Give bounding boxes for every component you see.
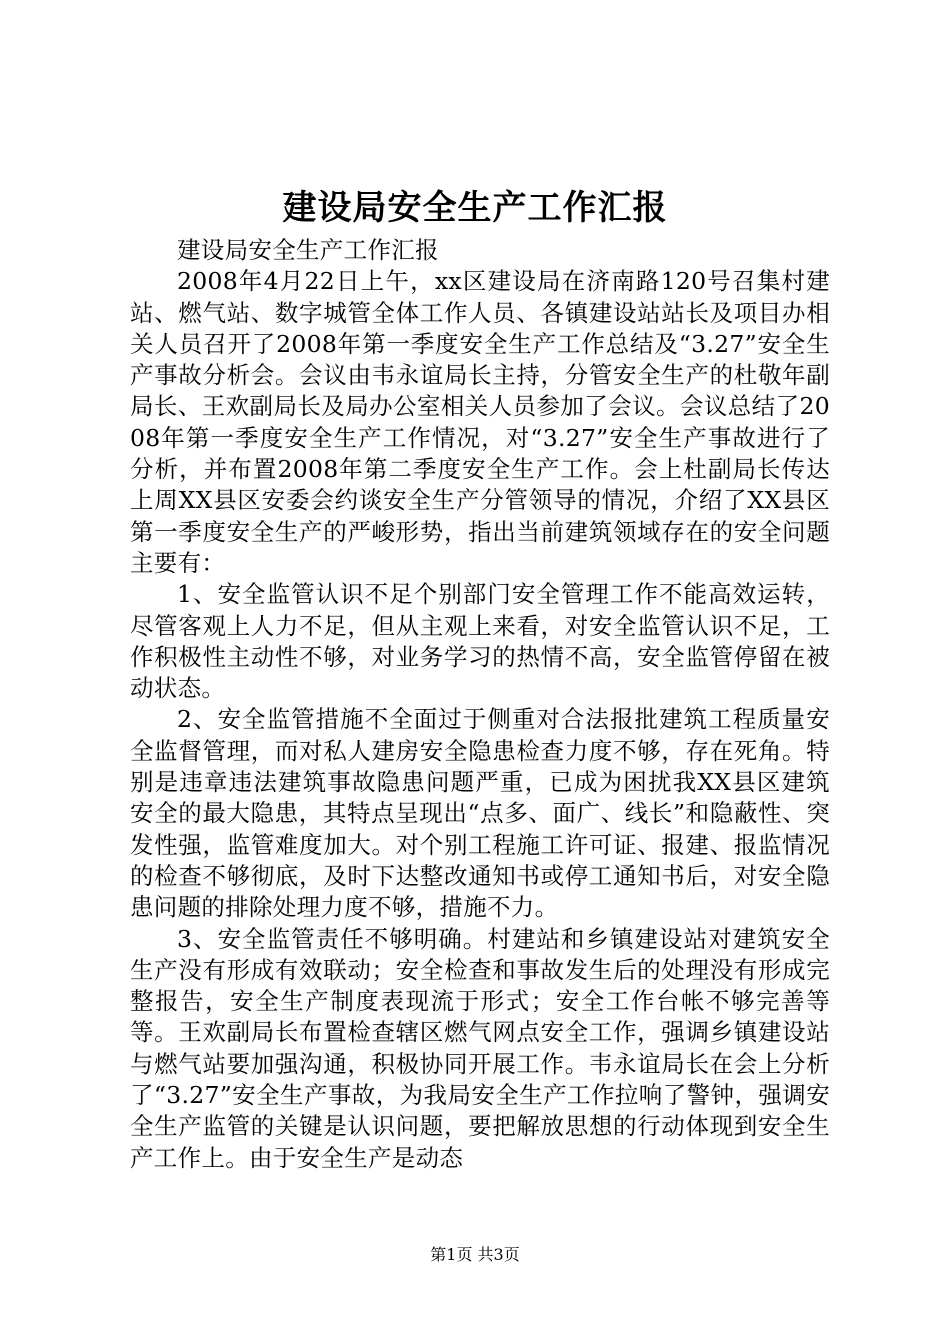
body-paragraph-issue-1: 1、安全监管认识不足个别部门安全管理工作不能高效运转，尽管客观上人力不足，但从主观上来看，对安全监管认识不足，工作积极性主动性不够，对业务学习的热情不高，安全监管停留在被动状态。 bbox=[130, 580, 830, 703]
page-number-footer: 第1页 共3页 bbox=[430, 1245, 520, 1264]
body-paragraph-meeting-summary: 2008年4月22日上午，xx区建设局在济南路120号召集村建站、燃气站、数字城管全体工作人员、各镇建设站站长及项目办相关人员召开了2008年第一季度安全生产工作总结及“3.27”安全生产事故分析会。会议由韦永谊局长主持，分管安全生产的杜敬年副局长、王欢副局长及局办公室相关人员参加了会议。会议总结了2008年第一季度安全生产工作情况，对“3.27”安全生产事故进行了分析，并布置2008年第二季度安全生产工作。会上杜副局长传达上周XX县区安委会约谈安全生产分管领导的情况，介绍了XX县区第一季度安全生产的严峻形势，指出当前建筑领域存在的安全问题主要有： bbox=[130, 267, 830, 577]
body-paragraph-issue-2: 2、安全监管措施不全面过于侧重对合法报批建筑工程质量安全监督管理，而对私人建房安全隐患检查力度不够，存在死角。特别是违章违法建筑事故隐患问题严重，已成为困扰我XX县区建筑安全的最大隐患，其特点呈现出“点多、面广、线长”和隐蔽性、突发性强，监管难度加大。对个别工程施工许可证、报建、报监情况的检查不够彻底，及时下达整改通知书或停工通知书后，对安全隐患问题的排除处理力度不够，措施不力。 bbox=[130, 705, 830, 922]
document-body bbox=[130, 235, 830, 1174]
body-paragraph-subtitle: 建设局安全生产工作汇报 bbox=[177, 236, 439, 264]
body-paragraph-issue-3: 3、安全监管责任不够明确。村建站和乡镇建设站对建筑安全生产没有形成有效联动；安全检查和事故发生后的处理没有形成完整报告，安全生产制度表现流于形式；安全工作台帐不够完善等等。王欢副局长布置检查辖区燃气网点安全工作，强调乡镇建设站与燃气站要加强沟通，积极协同开展工作。韦永谊局长在会上分析了“3.27”安全生产事故，为我局安全生产工作拉响了警钟，强调安全生产监管的关键是认识问题，要把解放思想的行动体现到安全生产工作上。由于安全生产是动态 bbox=[130, 924, 830, 1172]
document-title: 建设局安全生产工作汇报 bbox=[282, 188, 668, 228]
